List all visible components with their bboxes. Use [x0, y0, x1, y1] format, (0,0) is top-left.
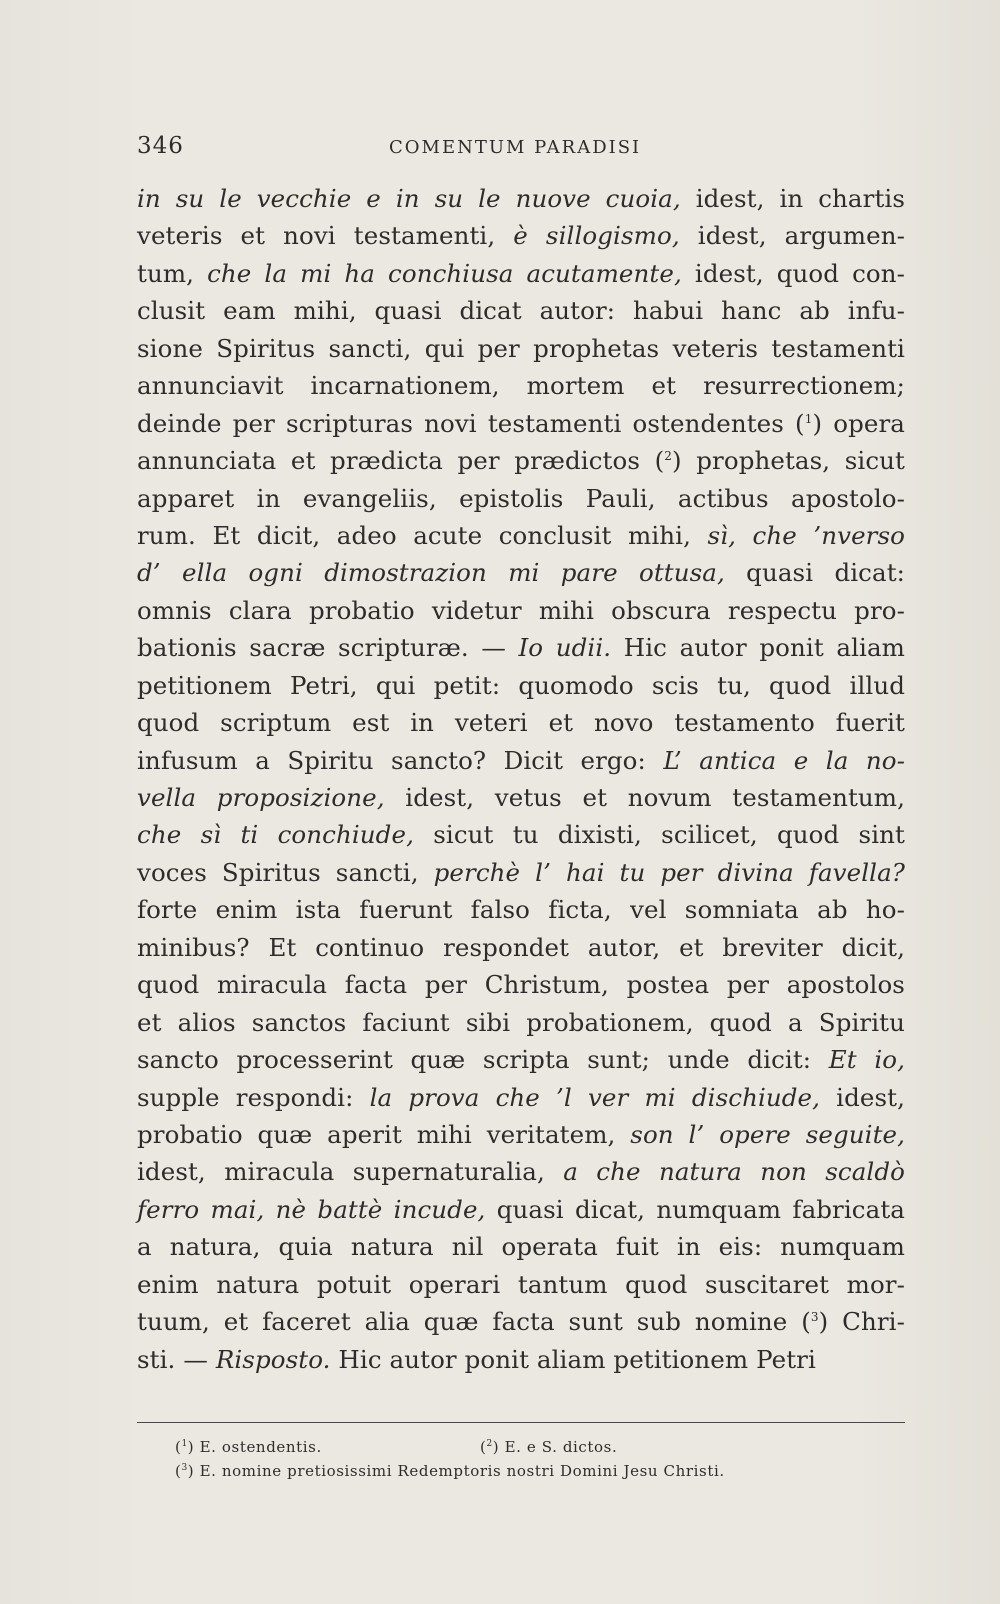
- commentary-text: Hic autor ponit aliam: [611, 633, 905, 663]
- text-line: [137, 929, 905, 966]
- footnotes: [175, 1435, 875, 1483]
- quoted-verse: L’ antica e la no-: [663, 745, 905, 775]
- quoted-verse: perchè l’ hai tu per divina favella?: [433, 857, 906, 887]
- text-line: [137, 1041, 905, 1078]
- commentary-text: probatio quæ aperit mihi veritatem,: [137, 1119, 631, 1149]
- commentary-text: infusum a Spiritu sancto? Dicit ergo:: [137, 745, 664, 775]
- text-line: [137, 180, 905, 217]
- text-line: [137, 1191, 905, 1228]
- text-line: [137, 554, 905, 591]
- commentary-text: idest, argumen-: [679, 221, 905, 251]
- footnote-mark: 2: [486, 1439, 493, 1449]
- commentary-text: petitionem Petri, qui petit: quomodo scis tu, quod illud: [137, 670, 905, 700]
- commentary-text: sancto processerint quæ scripta sunt; unde dicit:: [137, 1045, 829, 1075]
- commentary-text: apparet in evangeliis, epistolis Pauli, actibus apostolo-: [137, 483, 905, 513]
- quoted-verse: Et io,: [828, 1045, 905, 1075]
- commentary-text: idest, in chartis: [680, 184, 906, 213]
- text-line: [137, 480, 905, 517]
- commentary-text: a natura, quia natura nil operata fuit in eis: numquam: [137, 1232, 905, 1262]
- commentary-text: tum,: [137, 258, 208, 288]
- quoted-verse: Risposto.: [215, 1344, 331, 1374]
- text-line: [137, 517, 905, 554]
- commentary-text: sicut tu dixisti, scilicet, quod sint: [413, 820, 905, 850]
- running-head: [137, 133, 905, 163]
- quoted-verse: in su le vecchie e in su le nuove cuoia,: [137, 184, 681, 213]
- text-line: [137, 1228, 905, 1265]
- footnote-3: ($^3$) E. nomine pretiosissimi Redemptoris nostri Domini Jesu Christi.: [175, 1462, 725, 1480]
- footnote-ref: 1: [804, 411, 813, 426]
- text-line: [137, 217, 905, 254]
- commentary-text: idest, quod con-: [681, 258, 906, 288]
- commentary-text: quasi dicat:: [724, 558, 905, 588]
- text-line: [137, 405, 905, 442]
- commentary-text: veteris et novi testamenti,: [137, 221, 514, 251]
- footnote-2: ($^2$) E. e S. dictos.: [480, 1438, 618, 1456]
- text-line: [137, 1004, 905, 1041]
- commentary-text: supple respondi:: [137, 1082, 370, 1112]
- commentary-text: idest,: [820, 1082, 906, 1112]
- text-line: [137, 292, 905, 329]
- text-line: [137, 1341, 905, 1378]
- text-line: [137, 891, 905, 928]
- quoted-verse: la prova che ’l ver mi dischiude,: [369, 1082, 821, 1112]
- footnote-ref: 2: [664, 448, 673, 463]
- commentary-text: ) opera: [812, 408, 905, 438]
- commentary-text: clusit eam mihi, quasi dicat autor: habui hanc ab infu-: [137, 296, 905, 326]
- text-line: [137, 779, 905, 816]
- commentary-text: idest, miracula supernaturalia,: [137, 1157, 564, 1187]
- commentary-text: ) prophetas, sicut: [672, 446, 905, 476]
- text-line: [137, 816, 905, 853]
- footnote-row: [175, 1459, 875, 1483]
- commentary-text: annunciata et prædicta per prædictos (: [137, 446, 665, 476]
- commentary-text: ) Chri-: [818, 1307, 905, 1337]
- text-line: [137, 1116, 905, 1153]
- footnote-text: E. nomine pretiosissimi Redemptoris nostri Domini Jesu Christi.: [199, 1462, 725, 1480]
- text-line: [137, 704, 905, 741]
- commentary-text: quod miracula facta per Christum, postea per apostolos: [137, 970, 905, 1000]
- quoted-verse: che sì ti conchiude,: [137, 820, 414, 850]
- commentary-text: et alios sanctos faciunt sibi probationem, quod a Spiritu: [137, 1007, 905, 1037]
- text-line: [137, 1079, 905, 1116]
- text-line: [137, 629, 905, 666]
- commentary-text: quasi dicat, numquam fabricata: [485, 1194, 905, 1224]
- footnote-separator: [137, 1422, 905, 1423]
- text-line: [137, 966, 905, 1003]
- quoted-verse: a che natura non scaldò: [563, 1157, 905, 1187]
- footnote-ref: 3: [810, 1309, 819, 1324]
- page-number: 346: [137, 133, 184, 159]
- commentary-text: idest, vetus et novum testamentum,: [384, 783, 905, 812]
- text-line: [137, 442, 905, 479]
- text-line: [137, 1153, 905, 1190]
- quoted-verse: d’ ella ogni dimostrazion mi pare ottusa,: [137, 558, 725, 588]
- footnote-text: E. ostendentis.: [199, 1438, 322, 1456]
- text-line: [137, 367, 905, 404]
- quoted-verse: ferro mai, nè battè incude,: [137, 1194, 486, 1224]
- commentary-text: sione Spiritus sancti, qui per prophetas veteris testamenti: [137, 333, 905, 363]
- commentary-text: forte enim ista fuerunt falso ficta, vel somniata ab ho-: [137, 895, 905, 925]
- text-line: [137, 854, 905, 891]
- footnote-row: [175, 1435, 875, 1459]
- running-title: COMENTUM PARADISI: [389, 137, 642, 158]
- commentary-text: Hic autor ponit aliam petitionem Petri: [330, 1344, 816, 1374]
- text-line: [137, 667, 905, 704]
- commentary-text: quod scriptum est in veteri et novo testamento fuerit: [137, 708, 905, 738]
- quoted-verse: son l’ opere seguite,: [630, 1119, 905, 1149]
- text-line: [137, 1303, 905, 1340]
- footnote-mark: 1: [181, 1439, 188, 1449]
- commentary-text: bationis sacræ scripturæ. —: [137, 633, 519, 663]
- quoted-verse: è sillogismo,: [513, 221, 680, 251]
- commentary-text: enim natura potuit operari tantum quod suscitaret mor-: [137, 1269, 905, 1299]
- commentary-text: rum. Et dicit, adeo acute conclusit mihi,: [137, 520, 708, 550]
- text-line: [137, 1266, 905, 1303]
- text-line: [137, 330, 905, 367]
- commentary-text: voces Spiritus sancti,: [137, 857, 434, 887]
- quoted-verse: che la mi ha conchiusa acutamente,: [207, 258, 682, 288]
- footnote-mark: 3: [181, 1463, 188, 1473]
- text-line: [137, 255, 905, 292]
- commentary-text: deinde per scripturas novi testamenti ostendentes (: [137, 408, 805, 438]
- quoted-verse: vella proposizione,: [137, 783, 385, 812]
- body-text: [137, 180, 905, 1378]
- quoted-verse: sì, che ’nverso: [707, 520, 906, 550]
- commentary-text: sti. —: [137, 1344, 216, 1374]
- commentary-text: annunciavit incarnationem, mortem et resurrectionem;: [137, 371, 905, 401]
- text-line: [137, 592, 905, 629]
- commentary-text: tuum, et faceret alia quæ facta sunt sub nomine (: [137, 1307, 811, 1337]
- quoted-verse: Io udii.: [518, 633, 612, 663]
- commentary-text: omnis clara probatio videtur mihi obscura respectu pro-: [137, 595, 905, 625]
- text-line: [137, 742, 905, 779]
- footnote-text: E. e S. dictos.: [504, 1438, 618, 1456]
- footnote-1: ($^1$) E. ostendentis.: [175, 1438, 322, 1456]
- commentary-text: minibus? Et continuo respondet autor, et breviter dicit,: [137, 932, 905, 962]
